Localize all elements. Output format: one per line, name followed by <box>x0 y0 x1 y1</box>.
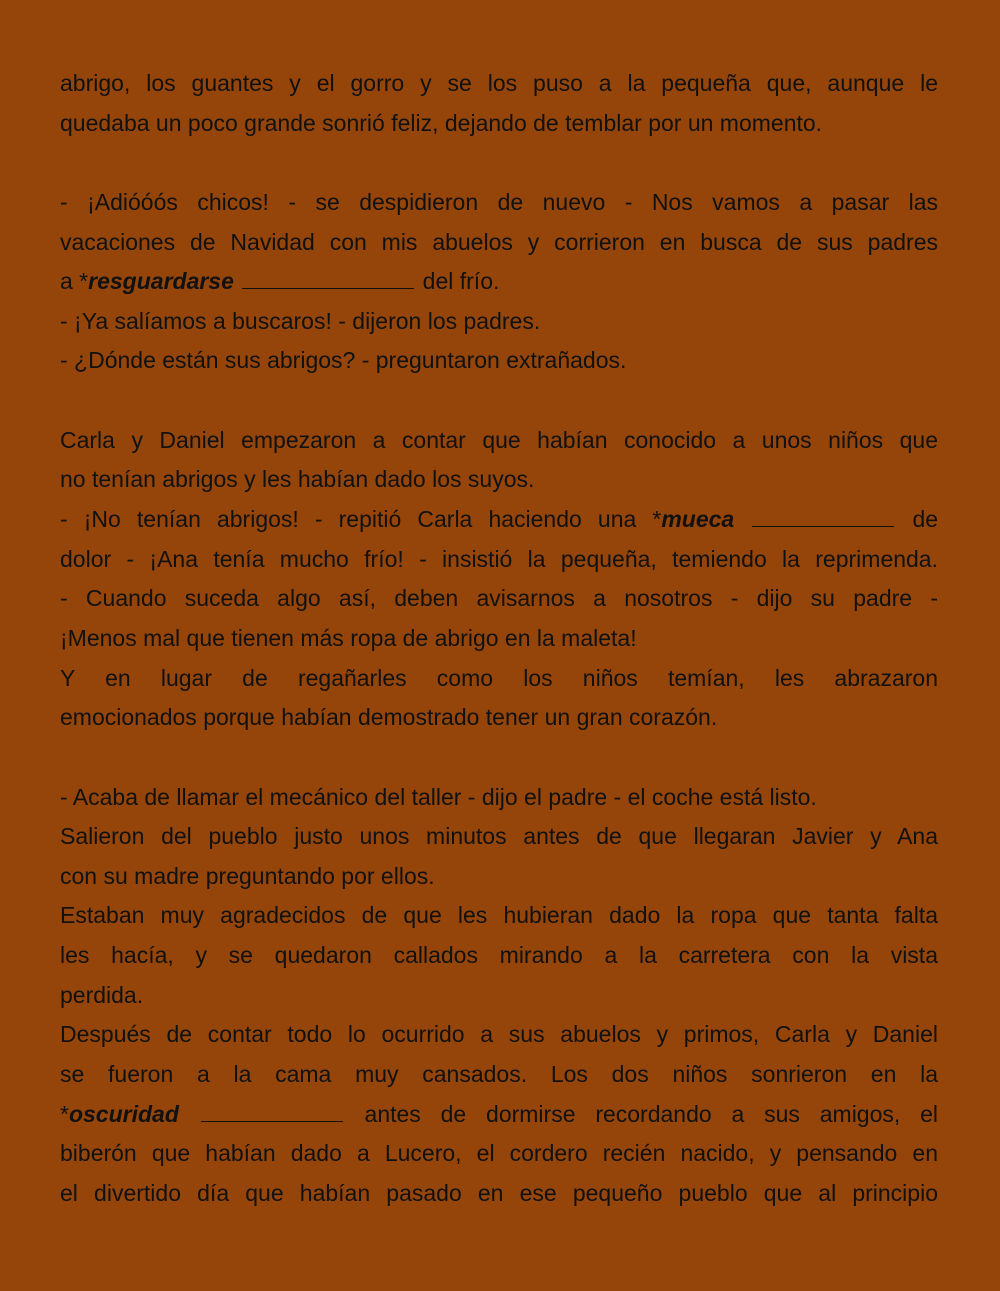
text-line: Carla y Daniel empezaron a contar que habían conocido a unos niños que <box>60 426 938 453</box>
text-line: - ¿Dónde están sus abrigos? - preguntaron extrañados. <box>60 347 627 374</box>
text-segment: de <box>912 506 939 533</box>
text-segment: del frío. <box>416 268 500 295</box>
text-line: - Acaba de llamar el mecánico del taller - dijo el padre - el coche está listo. <box>60 783 817 810</box>
vocabulary-word: mueca <box>661 506 735 533</box>
text-line: Salieron del pueblo justo unos minutos antes de que llegaran Javier y Ana <box>60 823 938 850</box>
paragraph-gap <box>60 143 938 183</box>
text-segment: antes de dormirse recordando a sus amigos, el <box>364 1100 938 1127</box>
fill-in-blank[interactable] <box>242 266 414 289</box>
text-line: Estaban muy agradecidos de que les hubieran dado la ropa que tanta falta <box>60 902 938 929</box>
text-line: - Cuando suceda algo así, deben avisarnos a nosotros - dijo su padre - <box>60 585 938 612</box>
text-line: - ¡Adióóós chicos! - se despidieron de nuevo - Nos vamos a pasar las <box>60 188 938 215</box>
text-line: vacaciones de Navidad con mis abuelos y corrieron en busca de sus padres <box>60 228 938 255</box>
text-line: con su madre preguntando por ellos. <box>60 862 435 889</box>
fill-in-blank[interactable] <box>752 504 894 527</box>
text-segment: - ¡No tenían abrigos! - repitió Carla haciendo una * <box>60 506 662 533</box>
text-line: se fueron a la cama muy cansados. Los dos niños sonrieron en la <box>60 1061 938 1088</box>
text-line: biberón que habían dado a Lucero, el cordero recién nacido, y pensando en <box>60 1140 938 1167</box>
vocabulary-word: oscuridad <box>68 1100 179 1127</box>
text-line: - ¡Ya salíamos a buscaros! - dijeron los padres. <box>60 307 541 334</box>
vocabulary-word: resguardarse <box>88 268 234 295</box>
text-line-with-blank <box>60 500 938 540</box>
text-line: Y en lugar de regañarles como los niños temían, les abrazaron <box>60 664 938 691</box>
text-line: Después de contar todo lo ocurrido a sus abuelos y primos, Carla y Daniel <box>60 1021 938 1048</box>
text-segment: a * <box>60 268 89 295</box>
text-line-with-blank <box>60 1095 938 1135</box>
text-line: el divertido día que habían pasado en ese pequeño pueblo que al principio <box>60 1179 938 1206</box>
fill-in-blank[interactable] <box>201 1099 343 1122</box>
text-segment: * <box>60 1100 69 1127</box>
text-line: emocionados porque habían demostrado tener un gran corazón. <box>60 704 718 731</box>
text-line: dolor - ¡Ana tenía mucho frío! - insistió la pequeña, temiendo la reprimenda. <box>60 545 938 572</box>
text-line: perdida. <box>60 981 144 1008</box>
text-line-with-blank <box>60 262 938 302</box>
text-line: les hacía, y se quedaron callados mirando a la carretera con la vista <box>60 942 938 969</box>
paragraph-gap <box>60 738 938 778</box>
text-line: ¡Menos mal que tienen más ropa de abrigo en la maleta! <box>60 624 637 651</box>
paragraph-gap <box>60 381 938 421</box>
story-text <box>60 64 938 1214</box>
text-line: abrigo, los guantes y el gorro y se los puso a la pequeña que, aunque le <box>60 70 938 96</box>
text-line: quedaba un poco grande sonrió feliz, dejando de temblar por un momento. <box>60 109 823 136</box>
text-line: no tenían abrigos y les habían dado los suyos. <box>60 466 535 493</box>
